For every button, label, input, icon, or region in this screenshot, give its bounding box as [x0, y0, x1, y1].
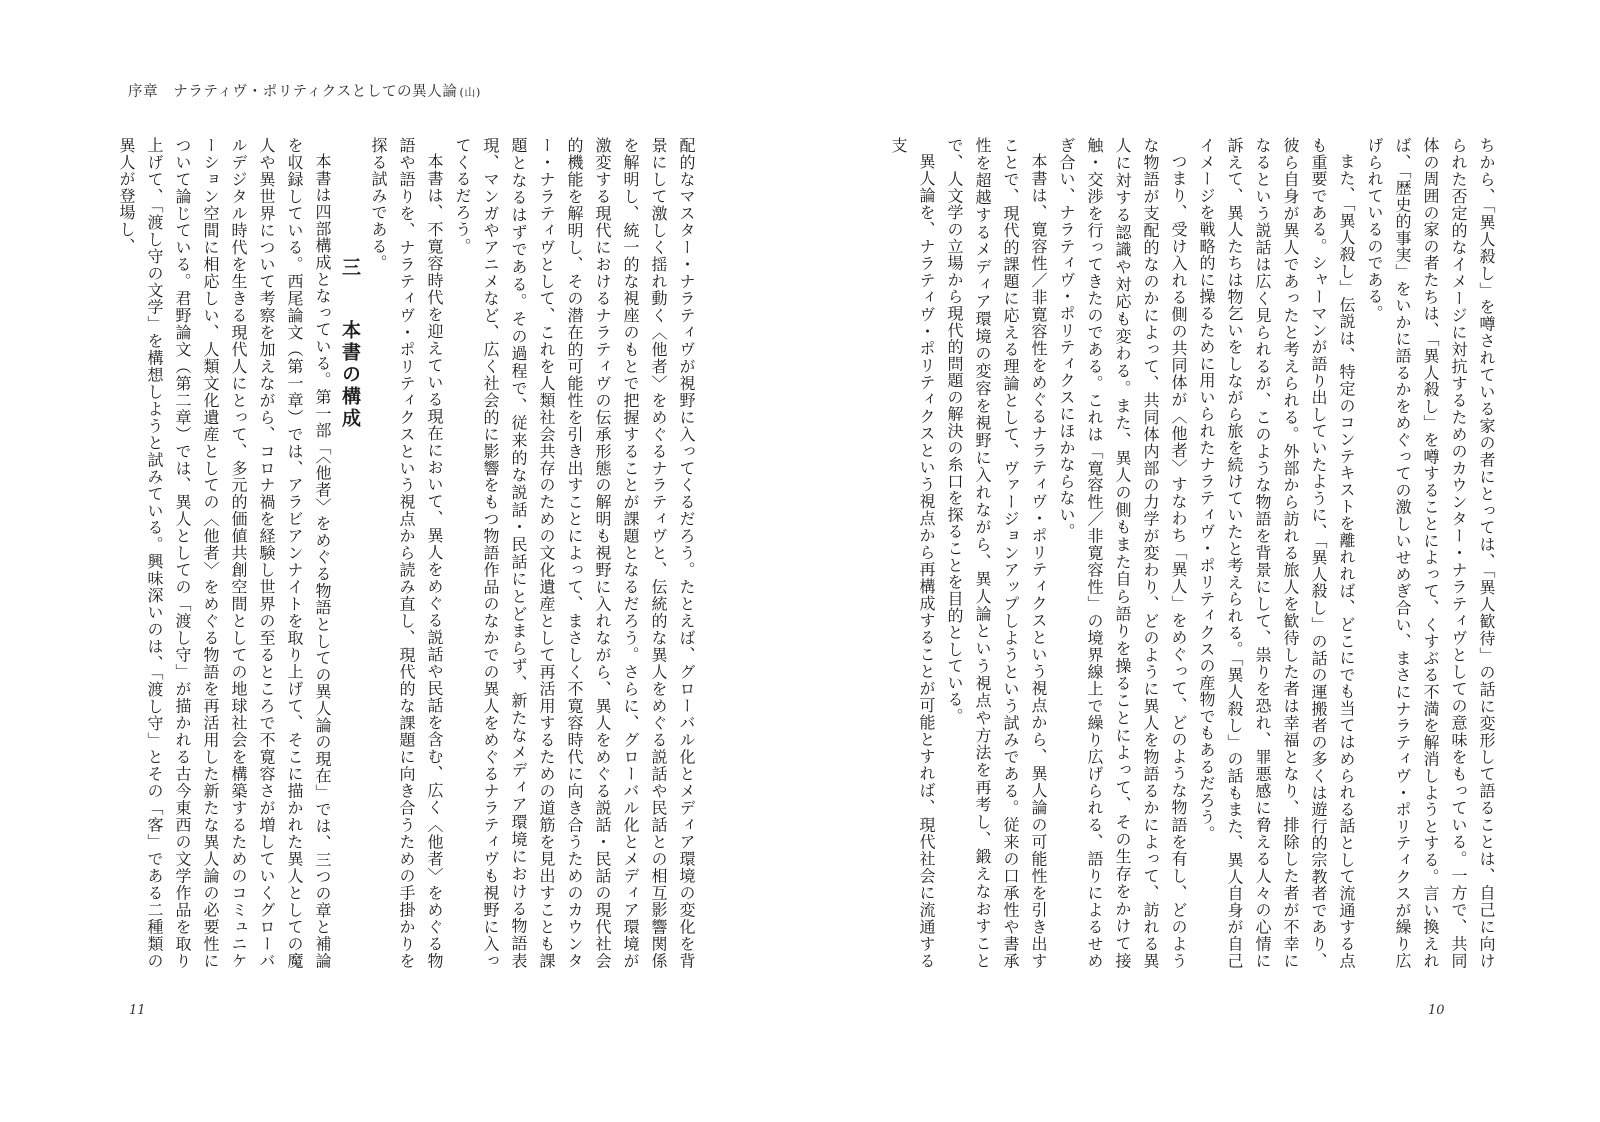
paragraph: つまり、受け入れる側の共同体が〈他者〉すなわち「異人」をめぐって、どのような物語を有し、どのような物語が支配的なのかによって、共同体内部の力学が変わり、どのように異人を物語るかによって、訪れる異人に対する認識や対応も変わる。また、異人の側もまた自ら語りを操ることによって、その生存をかけて接触・交渉を行ってきたのである。これは「寛容性／非寛容性」の境界線上で繰り広げられる、語りによるせめぎ合い、ナラティヴ・ポリティクスにほかならない。 [1057, 137, 1188, 969]
right-page [800, 0, 1600, 1122]
page-number: 11 [129, 1003, 146, 1018]
running-head [128, 80, 481, 101]
page-number: 10 [1428, 1003, 1445, 1018]
section-heading [336, 181, 364, 925]
paragraph: 本書は、寛容性／非寛容性をめぐるナラティヴ・ポリティクスという視点から、異人論の可能性を引き出すことで、現代的課題に応える理論として、ヴァージョンアップしようという試みである。従来の口承性や書承性を超越するメディア環境の変容を視野に入れながら、異人論という視点や方法を再考し、鍛えなおすことで、人文学の立場から現代的問題の解決の糸口を探ることを目的としている。 [945, 137, 1048, 969]
paragraph: 本書は四部構成となっている。第一部「〈他者〉をめぐる物語としての異人論の現在」では、三つの章と補論を収録している。西尾論文（第一章）では、アラビアンナイトを取り上げて、そこに描かれた異人としての魔人や異世界について考察を加えながら、コロナ禍を経験し世界の至るところで不寛容さが増していくグローバルデジタル時代を生きる現代人にとって、多元的価値共創空間としての地球社会を構築するためのコミュニケーション空間に相応しい、人類文化遺産としての〈他者〉をめぐる物語を再活用した新たな異人論の必要性について論じている。君野論文（第二章）では、異人としての「渡し守」が描かれる古今東西の文学作品を取り上げて、「渡し守の文学」を構想しようと試みている。興味深いのは、「渡し守」とその「客」である二種類の異人が登場し、 [117, 137, 332, 969]
section-title: 本書の構成 [339, 320, 361, 430]
paragraph: また、「異人殺し」伝説は、特定のコンテキストを離れれば、どこにでも当てはめられる話として流通する点も重要である。シャーマンが語り出していたように、「異人殺し」の話の運搬者の多くは遊行的宗教者であり、彼ら自身が異人であったと考えられる。外部から訪れる旅人を歓待した者は幸福となり、排除した者が不幸になるという説話は広く見られるが、このような物語を背景にして、祟りを恐れ、罪悪感に脅える人々の心情に訴えて、異人たちは物乞いをしながら旅を続けていたと考えられる。「異人殺し」の話もまた、異人自身が自己イメージを戦略的に操るために用いられたナラティヴ・ポリティクスの産物でもあるだろう。 [1197, 137, 1356, 969]
paragraph: ちから、「異人殺し」を噂されている家の者にとっては、「異人歓待」の話に変形して語ることは、自己に向けられた否定的なイメージに対抗するためのカウンター・ナラティヴとしての意味をもっている。一方で、共同体の周囲の家の者たちは、「異人殺し」を噂することによって、くすぶる不満を解消しようとする。言い換えれば、「歴史的事実」をいかに語るかをめぐっての激しいせめぎ合い、まさにナラティヴ・ポリティクスが繰り広げられているのである。 [1365, 137, 1496, 969]
paragraph: 本書は、不寛容時代を迎えている現在において、異人をめぐる説話や民話を含む、広く〈他者〉をめぐる物語や語りを、ナラティヴ・ポリティクスという視点から読み直し、現代的な課題に向き合うための手掛かりを探る試みである。 [369, 137, 444, 969]
paragraph: 配的なマスター・ナラティヴが視野に入ってくるだろう。たとえば、グローバル化とメディア環境の変化を背景にして激しく揺れ動く〈他者〉をめぐるナラティヴと、伝統的な異人をめぐる説話や民話との相互影響関係を解明し、統一的な視座のもとで把握することが課題となるだろう。さらに、グローバル化とメディア環境が激変する現代におけるナラティヴの伝承形態の解明も視野に入れながら、異人をめぐる説話・民話の現代社会的機能を解明し、その潜在的可能性を引き出すことによって、まさしく不寛容時代に向き合うためのカウンター・ナラティヴとして、これを人類社会共存のための文化遺産として再活用するための道筋を見出すことも課題となるはずである。その過程で、従来的な説話・民話にとどまらず、新たなメディア環境における物語表現、マンガやアニメなど、広く社会的に影響をもつ物語作品のなかでの異人をめぐるナラティヴも視野に入ってくるだろう。 [453, 137, 696, 969]
left-page-text [117, 137, 700, 969]
running-head-title: 序章 ナラティヴ・ポリティクスとしての異人論 [128, 84, 458, 100]
paragraph: 異人論を、ナラティヴ・ポリティクスという視点から再構成することが可能とすれば、現代社会に流通する支 [889, 137, 936, 969]
right-page-text [889, 137, 1500, 969]
running-head-suffix: (山) [459, 86, 481, 99]
section-number: 三 [339, 257, 361, 279]
